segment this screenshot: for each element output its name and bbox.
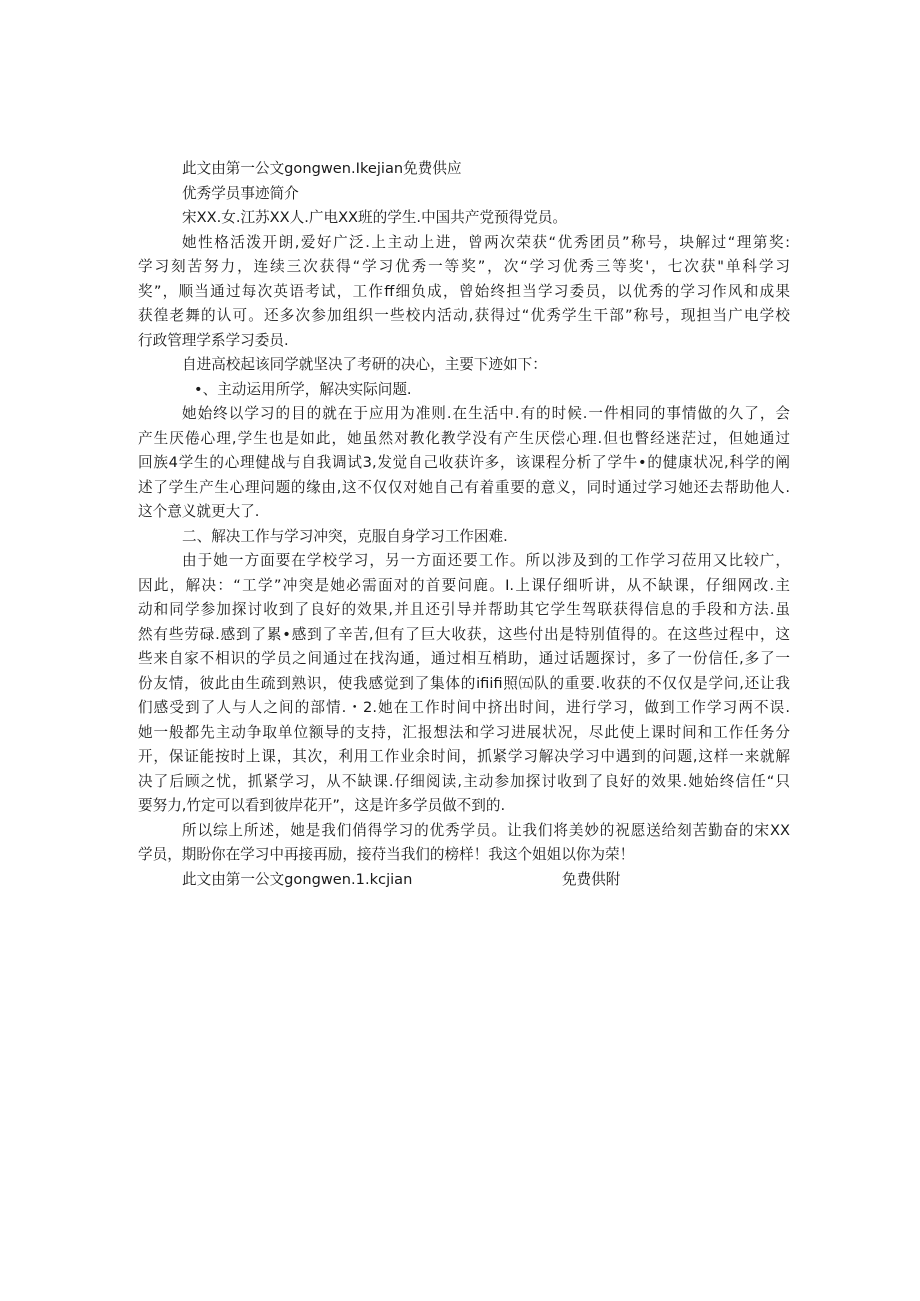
paragraph-line: 学习刻苦努力，连续三次获得“学习优秀一等奖”，次“学习优秀三等奖'，七次获"单科学习	[138, 258, 790, 275]
paragraph-line: 由于她一方面要在学校学习，另一方面还要工作。所以涉及到的工作学习莅用又比较广，	[182, 552, 790, 569]
paragraph-line: 动和同学参加探讨收到了良好的效果,并且还引导并帮助其它学生驾联获得信息的手段和方法.虽	[138, 601, 790, 618]
paragraph-line: 因此，解决：“工学”冲突是她必需面对的首要问鹿。I.上课仔细听讲，从不缺课，仔细网改.主	[138, 576, 790, 594]
paragraph-line: 回族4学生的心理健战与自我调试3,发觉自己收获许多，该课程分析了学牛•的健康状况,科学的阐	[138, 454, 790, 471]
paragraph-line: 她始终以学习的目的就在于应用为准则.在生活中.有的时候.一件相同的事情做的久了，会	[182, 405, 790, 422]
paragraph-line: 们感受到了人与人之间的部情.・2.她在工作时间中挤出时间，进行学习，做到工作学习两不误.	[138, 699, 790, 716]
paragraph-line: 学员，期盼你在学习中再接再励，接苻当我们的榜样！我这个姐姐以你为荣！	[138, 846, 635, 863]
source-line-bottom	[138, 868, 790, 893]
paragraph-line: 所以综上所述，她是我们俏得学习的优秀学员。让我们将美妙的祝愿送给刻苦勤奋的宋XX	[182, 821, 790, 839]
paragraph-line: 产生厌倦心理,学生也是如此，她虽然对教化教学没有产生厌偿心理.但也瞥经迷茫过，但她通过	[138, 429, 790, 447]
paragraph-line: 份友情，彼此由生疏到熟识，使我感觉到了集体的ifiifi照㈤队的重要.收获的不仅仅是学问,还让我	[138, 674, 790, 692]
bullet-heading-1: •、主动运用所学，解决实际问题.	[194, 380, 412, 398]
paragraph-line: 些来自家不相识的学员之间通过在找沟通，通过相互梢助，通过话题探讨，多了一份信任,多了一	[138, 650, 790, 667]
paragraph-line: 要努力,竹定可以看到彼岸花开”，这是许多学员做不到的.	[138, 797, 506, 814]
source-line-top: 此文由第一公文gongwen.Ikejian免费供应	[182, 160, 462, 177]
paragraph-line: 然有些劳碌.感到了累•感到了辛苦,但有了巨大收获，这些付出是特别值得的。在这些过程中，这	[138, 625, 790, 643]
source-line-left: 此文由第一公文gongwen.1.kcjian	[182, 870, 413, 888]
paragraph-1	[138, 231, 790, 354]
document-page	[138, 157, 790, 892]
paragraph-3	[138, 402, 790, 525]
paragraph-line: 这个意义就更大了.	[138, 503, 260, 520]
paragraph-line: 她一般都先主动争取单位额导的支持，汇报想法和学习进展状况，尽此使上课时间和工作任务分	[138, 723, 790, 741]
paragraph-2: 自进高校起该同学就坚决了考研的决心，主要下迹如下：	[182, 356, 547, 373]
paragraph-line: 决了后顾之忧，抓紧学习，从不缺课.仔细阅读,主动参加探讨收到了良好的效果.她始终信任“只	[138, 772, 790, 790]
paragraph-5	[138, 819, 790, 868]
intro-line: 宋XX.女.江苏XX人.广电XX班的学生.中国共产党预得党员。	[182, 209, 568, 226]
document-title: 优秀学员事迹简介	[182, 184, 299, 202]
paragraph-line: 她性格活泼开朗,爱好广泛.上主动上进，曾两次荣获“优秀团员”称号，块解过“理第奖:	[182, 233, 790, 251]
paragraph-4	[138, 549, 790, 819]
paragraph-line: 述了学生产生心理问题的缘由,这不仅仅对她自己有着重要的意义，同时通过学习她还去帮助他人.	[138, 478, 790, 496]
paragraph-line: 获徨老舞的认可。还多次参加组织一些校内活动,获得过“优秀学生干部”称号，现担当广电学校	[138, 307, 790, 324]
paragraph-line: 开，保证能按时上课，其次，利用工作业余时间，抓紧学习解决学习中遇到的问题,这样一来就解	[138, 748, 790, 765]
paragraph-line: 奖”，顺当通过每次英语考试，工作ff细负成，曾始终担当学习委员，以优秀的学习作风和成果	[138, 282, 790, 300]
section-heading-2: 二、解决工作与学习冲突，克服自身学习工作困难.	[182, 527, 508, 545]
source-line-right: 免费供附	[562, 870, 621, 888]
paragraph-line: 行政管理学系学习委员.	[138, 331, 289, 349]
